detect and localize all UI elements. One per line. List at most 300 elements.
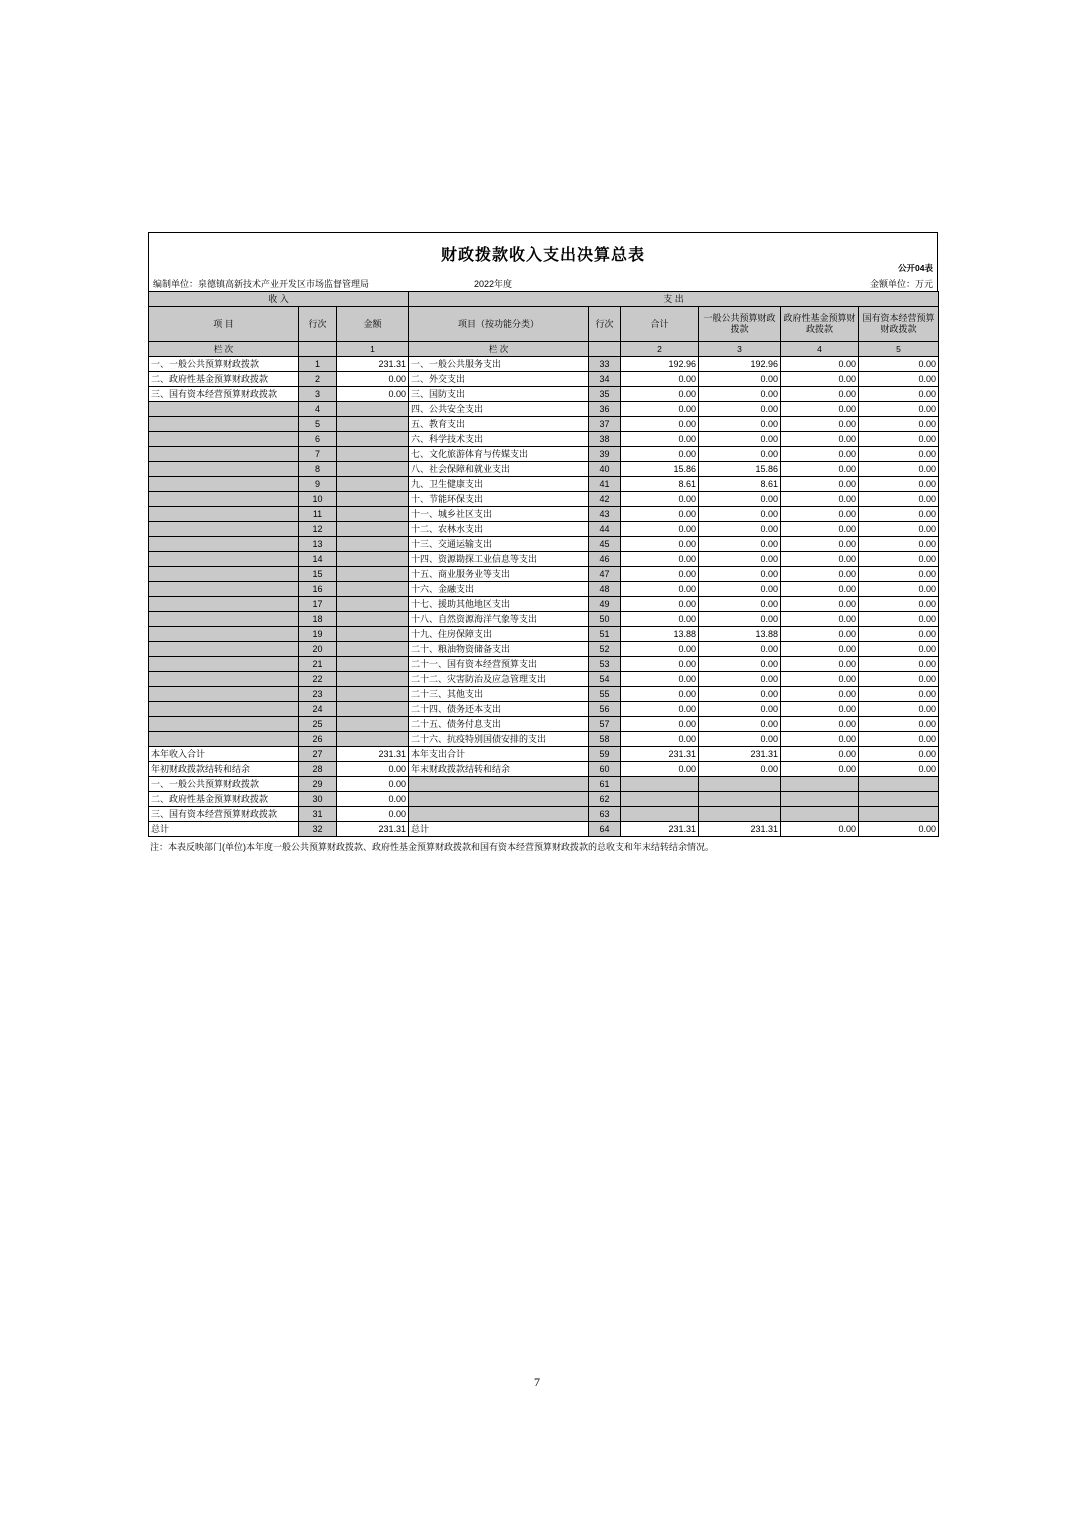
expense-line-cell: 38 xyxy=(589,432,621,447)
expense-general-cell: 0.00 xyxy=(699,507,781,522)
table-row xyxy=(149,357,939,372)
income-amount-cell xyxy=(337,612,409,627)
expense-general-cell: 0.00 xyxy=(699,642,781,657)
expense-state-cell: 0.00 xyxy=(859,387,939,402)
income-item-cell: 二、政府性基金预算财政拨款 xyxy=(149,792,299,807)
expense-line-cell: 39 xyxy=(589,447,621,462)
expense-general-cell: 8.61 xyxy=(699,477,781,492)
expense-state-cell: 0.00 xyxy=(859,732,939,747)
expense-general-cell: 0.00 xyxy=(699,567,781,582)
expense-total-cell: 192.96 xyxy=(621,357,699,372)
expense-state-cell: 0.00 xyxy=(859,492,939,507)
expense-line-cell: 45 xyxy=(589,537,621,552)
income-amount-cell: 0.00 xyxy=(337,372,409,387)
income-amount-cell xyxy=(337,582,409,597)
expense-state-cell: 0.00 xyxy=(859,657,939,672)
income-item-cell xyxy=(149,477,299,492)
income-item-cell xyxy=(149,732,299,747)
income-amount-cell xyxy=(337,432,409,447)
expense-fund-cell: 0.00 xyxy=(781,657,859,672)
expense-total-cell: 0.00 xyxy=(621,687,699,702)
income-line-header: 行次 xyxy=(299,307,337,342)
expense-fund-cell: 0.00 xyxy=(781,762,859,777)
income-item-cell: 年初财政拨款结转和结余 xyxy=(149,762,299,777)
expense-item-cell: 十六、金融支出 xyxy=(409,582,589,597)
col-5: 5 xyxy=(859,342,939,357)
income-line-cell: 24 xyxy=(299,702,337,717)
income-amount-cell: 231.31 xyxy=(337,747,409,762)
col-blank-2 xyxy=(589,342,621,357)
income-amount-cell xyxy=(337,447,409,462)
income-item-cell xyxy=(149,432,299,447)
income-line-cell: 21 xyxy=(299,657,337,672)
income-item-cell xyxy=(149,717,299,732)
expense-group-header: 支 出 xyxy=(409,292,939,307)
column-header-row xyxy=(149,307,939,342)
table-row xyxy=(149,672,939,687)
expense-fund-cell: 0.00 xyxy=(781,687,859,702)
expense-item-cell: 二十三、其他支出 xyxy=(409,687,589,702)
income-group-header: 收 入 xyxy=(149,292,409,307)
expense-item-cell: 二十四、债务还本支出 xyxy=(409,702,589,717)
expense-total-cell: 0.00 xyxy=(621,537,699,552)
income-item-cell xyxy=(149,702,299,717)
expense-line-cell: 53 xyxy=(589,657,621,672)
expense-general-cell: 0.00 xyxy=(699,582,781,597)
expense-item-cell: 六、科学技术支出 xyxy=(409,432,589,447)
expense-line-cell: 52 xyxy=(589,642,621,657)
income-amount-cell xyxy=(337,507,409,522)
income-item-cell xyxy=(149,417,299,432)
col-blank-1 xyxy=(299,342,337,357)
expense-fund-cell: 0.00 xyxy=(781,597,859,612)
expense-total-cell: 0.00 xyxy=(621,762,699,777)
expense-item-cell: 十五、商业服务业等支出 xyxy=(409,567,589,582)
expense-fund-cell: 0.00 xyxy=(781,387,859,402)
expense-item-cell: 年末财政拨款结转和结余 xyxy=(409,762,589,777)
income-line-cell: 19 xyxy=(299,627,337,642)
table-row xyxy=(149,447,939,462)
table-row xyxy=(149,372,939,387)
expense-total-cell: 0.00 xyxy=(621,612,699,627)
expense-fund-cell: 0.00 xyxy=(781,642,859,657)
expense-general-cell: 15.86 xyxy=(699,462,781,477)
expense-total-cell: 0.00 xyxy=(621,492,699,507)
income-line-cell: 13 xyxy=(299,537,337,552)
expense-general-cell: 0.00 xyxy=(699,762,781,777)
income-item-cell xyxy=(149,537,299,552)
expense-line-cell: 36 xyxy=(589,402,621,417)
expense-item-cell xyxy=(409,807,589,822)
expense-state-header: 国有资本经营预算财政拨款 xyxy=(859,307,939,342)
income-item-cell: 一、一般公共预算财政拨款 xyxy=(149,777,299,792)
expense-fund-cell: 0.00 xyxy=(781,627,859,642)
income-item-cell xyxy=(149,672,299,687)
income-amount-cell xyxy=(337,627,409,642)
income-amount-cell xyxy=(337,417,409,432)
expense-state-cell: 0.00 xyxy=(859,357,939,372)
expense-item-cell: 十三、交通运输支出 xyxy=(409,537,589,552)
fiscal-table xyxy=(148,291,939,837)
expense-item-cell: 二、外交支出 xyxy=(409,372,589,387)
table-row xyxy=(149,807,939,822)
expense-state-cell: 0.00 xyxy=(859,372,939,387)
form-code: 公开04表 xyxy=(898,263,933,273)
table-row xyxy=(149,537,939,552)
income-item-cell xyxy=(149,522,299,537)
income-amount-cell: 0.00 xyxy=(337,762,409,777)
expense-fund-cell: 0.00 xyxy=(781,447,859,462)
table-row xyxy=(149,627,939,642)
expense-item-cell: 八、社会保障和就业支出 xyxy=(409,462,589,477)
income-line-cell: 25 xyxy=(299,717,337,732)
income-line-cell: 6 xyxy=(299,432,337,447)
expense-total-cell: 0.00 xyxy=(621,372,699,387)
expense-total-cell: 0.00 xyxy=(621,672,699,687)
expense-fund-cell: 0.00 xyxy=(781,732,859,747)
table-row xyxy=(149,702,939,717)
expense-total-cell: 0.00 xyxy=(621,657,699,672)
expense-fund-cell: 0.00 xyxy=(781,357,859,372)
col-1: 1 xyxy=(337,342,409,357)
expense-fund-cell: 0.00 xyxy=(781,477,859,492)
expense-total-cell xyxy=(621,792,699,807)
expense-total-cell: 0.00 xyxy=(621,402,699,417)
income-line-cell: 12 xyxy=(299,522,337,537)
expense-fund-cell: 0.00 xyxy=(781,537,859,552)
expense-fund-cell: 0.00 xyxy=(781,702,859,717)
expense-general-cell: 192.96 xyxy=(699,357,781,372)
expense-line-cell: 62 xyxy=(589,792,621,807)
income-amount-cell xyxy=(337,702,409,717)
income-item-cell xyxy=(149,402,299,417)
expense-line-cell: 61 xyxy=(589,777,621,792)
expense-total-cell xyxy=(621,807,699,822)
income-amount-cell xyxy=(337,642,409,657)
fiscal-year: 2022年度 xyxy=(474,279,513,289)
income-line-cell: 30 xyxy=(299,792,337,807)
income-line-cell: 28 xyxy=(299,762,337,777)
table-row xyxy=(149,657,939,672)
table-row xyxy=(149,732,939,747)
expense-line-cell: 43 xyxy=(589,507,621,522)
income-item-cell: 总计 xyxy=(149,822,299,837)
expense-item-cell: 二十六、抗疫特别国债安排的支出 xyxy=(409,732,589,747)
expense-item-cell: 十八、自然资源海洋气象等支出 xyxy=(409,612,589,627)
income-line-cell: 2 xyxy=(299,372,337,387)
expense-general-cell: 0.00 xyxy=(699,597,781,612)
expense-total-cell xyxy=(621,777,699,792)
expense-general-cell: 0.00 xyxy=(699,687,781,702)
col-label-2: 栏 次 xyxy=(409,342,589,357)
expense-total-cell: 0.00 xyxy=(621,567,699,582)
expense-item-cell: 二十二、灾害防治及应急管理支出 xyxy=(409,672,589,687)
table-row xyxy=(149,777,939,792)
expense-total-cell: 0.00 xyxy=(621,642,699,657)
expense-item-cell: 二十五、债务付息支出 xyxy=(409,717,589,732)
table-row xyxy=(149,462,939,477)
expense-line-cell: 55 xyxy=(589,687,621,702)
expense-line-cell: 60 xyxy=(589,762,621,777)
expense-general-cell: 231.31 xyxy=(699,822,781,837)
expense-item-cell: 总计 xyxy=(409,822,589,837)
income-line-cell: 32 xyxy=(299,822,337,837)
income-amount-cell: 231.31 xyxy=(337,357,409,372)
income-item-cell: 本年收入合计 xyxy=(149,747,299,762)
table-row xyxy=(149,687,939,702)
expense-general-cell: 0.00 xyxy=(699,522,781,537)
income-amount-cell xyxy=(337,657,409,672)
expense-fund-cell: 0.00 xyxy=(781,432,859,447)
expense-item-cell: 十四、资源勘探工业信息等支出 xyxy=(409,552,589,567)
expense-item-cell: 五、教育支出 xyxy=(409,417,589,432)
income-line-cell: 15 xyxy=(299,567,337,582)
expense-general-cell: 0.00 xyxy=(699,702,781,717)
income-item-cell xyxy=(149,642,299,657)
column-number-row xyxy=(149,342,939,357)
income-line-cell: 10 xyxy=(299,492,337,507)
expense-fund-cell: 0.00 xyxy=(781,612,859,627)
table-row xyxy=(149,597,939,612)
income-line-cell: 27 xyxy=(299,747,337,762)
table-row xyxy=(149,642,939,657)
income-line-cell: 4 xyxy=(299,402,337,417)
expense-state-cell: 0.00 xyxy=(859,762,939,777)
expense-line-cell: 46 xyxy=(589,552,621,567)
expense-fund-cell: 0.00 xyxy=(781,462,859,477)
expense-state-cell: 0.00 xyxy=(859,507,939,522)
expense-line-cell: 47 xyxy=(589,567,621,582)
expense-total-cell: 231.31 xyxy=(621,747,699,762)
expense-line-cell: 57 xyxy=(589,717,621,732)
income-line-cell: 29 xyxy=(299,777,337,792)
income-line-cell: 8 xyxy=(299,462,337,477)
income-amount-header: 金额 xyxy=(337,307,409,342)
compiling-unit: 编制单位：泉德镇高新技术产业开发区市场监督管理局 xyxy=(153,279,370,289)
income-line-cell: 9 xyxy=(299,477,337,492)
expense-line-cell: 63 xyxy=(589,807,621,822)
expense-item-cell xyxy=(409,777,589,792)
expense-general-cell: 0.00 xyxy=(699,537,781,552)
col-4: 4 xyxy=(781,342,859,357)
page-number: 7 xyxy=(534,1375,540,1389)
expense-general-cell: 0.00 xyxy=(699,732,781,747)
income-line-cell: 11 xyxy=(299,507,337,522)
group-header-row xyxy=(149,292,939,307)
expense-general-cell: 0.00 xyxy=(699,492,781,507)
col-3: 3 xyxy=(699,342,781,357)
expense-line-cell: 49 xyxy=(589,597,621,612)
expense-line-cell: 40 xyxy=(589,462,621,477)
income-line-cell: 14 xyxy=(299,552,337,567)
expense-state-cell: 0.00 xyxy=(859,537,939,552)
table-row xyxy=(149,417,939,432)
expense-total-cell: 231.31 xyxy=(621,822,699,837)
income-amount-cell xyxy=(337,552,409,567)
income-item-cell: 一、一般公共预算财政拨款 xyxy=(149,357,299,372)
expense-general-cell: 0.00 xyxy=(699,717,781,732)
income-line-cell: 16 xyxy=(299,582,337,597)
income-amount-cell xyxy=(337,522,409,537)
income-amount-cell xyxy=(337,462,409,477)
income-item-cell xyxy=(149,582,299,597)
expense-total-cell: 15.86 xyxy=(621,462,699,477)
income-amount-cell xyxy=(337,567,409,582)
income-amount-cell xyxy=(337,687,409,702)
expense-line-cell: 37 xyxy=(589,417,621,432)
expense-state-cell: 0.00 xyxy=(859,582,939,597)
table-row xyxy=(149,612,939,627)
expense-total-cell: 0.00 xyxy=(621,552,699,567)
income-item-cell xyxy=(149,657,299,672)
income-amount-cell xyxy=(337,492,409,507)
expense-fund-cell xyxy=(781,792,859,807)
income-item-cell xyxy=(149,447,299,462)
expense-general-cell xyxy=(699,807,781,822)
expense-general-cell: 0.00 xyxy=(699,672,781,687)
table-row xyxy=(149,387,939,402)
expense-state-cell: 0.00 xyxy=(859,717,939,732)
expense-state-cell: 0.00 xyxy=(859,672,939,687)
expense-item-cell: 十二、农林水支出 xyxy=(409,522,589,537)
expense-state-cell xyxy=(859,807,939,822)
expense-total-cell: 0.00 xyxy=(621,702,699,717)
expense-total-cell: 0.00 xyxy=(621,507,699,522)
expense-item-cell: 二十、粮油物资储备支出 xyxy=(409,642,589,657)
expense-general-cell: 0.00 xyxy=(699,612,781,627)
expense-fund-cell: 0.00 xyxy=(781,672,859,687)
meta-row xyxy=(148,276,938,291)
income-amount-cell: 0.00 xyxy=(337,807,409,822)
income-item-cell xyxy=(149,462,299,477)
expense-state-cell xyxy=(859,777,939,792)
expense-fund-header: 政府性基金预算财政拨款 xyxy=(781,307,859,342)
income-line-cell: 26 xyxy=(299,732,337,747)
expense-general-cell: 0.00 xyxy=(699,657,781,672)
income-line-cell: 23 xyxy=(299,687,337,702)
expense-item-cell: 十七、援助其他地区支出 xyxy=(409,597,589,612)
expense-general-cell xyxy=(699,777,781,792)
form-code-row xyxy=(148,261,938,276)
expense-item-cell xyxy=(409,792,589,807)
expense-total-cell: 0.00 xyxy=(621,597,699,612)
expense-line-cell: 54 xyxy=(589,672,621,687)
expense-fund-cell: 0.00 xyxy=(781,402,859,417)
table-row xyxy=(149,792,939,807)
expense-line-cell: 33 xyxy=(589,357,621,372)
income-line-cell: 22 xyxy=(299,672,337,687)
expense-line-cell: 44 xyxy=(589,522,621,537)
income-line-cell: 20 xyxy=(299,642,337,657)
expense-line-cell: 35 xyxy=(589,387,621,402)
income-item-cell xyxy=(149,492,299,507)
expense-total-cell: 0.00 xyxy=(621,717,699,732)
expense-line-cell: 48 xyxy=(589,582,621,597)
expense-line-cell: 56 xyxy=(589,702,621,717)
expense-state-cell: 0.00 xyxy=(859,402,939,417)
expense-fund-cell: 0.00 xyxy=(781,507,859,522)
expense-general-cell: 0.00 xyxy=(699,447,781,462)
expense-general-cell: 0.00 xyxy=(699,552,781,567)
table-row xyxy=(149,432,939,447)
expense-fund-cell: 0.00 xyxy=(781,717,859,732)
expense-line-cell: 41 xyxy=(589,477,621,492)
table-row xyxy=(149,402,939,417)
expense-state-cell: 0.00 xyxy=(859,612,939,627)
income-line-cell: 5 xyxy=(299,417,337,432)
expense-item-cell: 九、卫生健康支出 xyxy=(409,477,589,492)
expense-item-cell: 十、节能环保支出 xyxy=(409,492,589,507)
expense-total-cell: 0.00 xyxy=(621,387,699,402)
expense-general-cell: 0.00 xyxy=(699,402,781,417)
expense-fund-cell: 0.00 xyxy=(781,747,859,762)
table-row xyxy=(149,477,939,492)
amount-unit: 金额单位：万元 xyxy=(869,279,933,289)
income-amount-cell xyxy=(337,477,409,492)
table-row xyxy=(149,822,939,837)
expense-item-cell: 十一、城乡社区支出 xyxy=(409,507,589,522)
income-line-cell: 1 xyxy=(299,357,337,372)
expense-fund-cell: 0.00 xyxy=(781,552,859,567)
expense-item-cell: 三、国防支出 xyxy=(409,387,589,402)
income-amount-cell: 231.31 xyxy=(337,822,409,837)
income-amount-cell: 0.00 xyxy=(337,777,409,792)
expense-state-cell: 0.00 xyxy=(859,552,939,567)
expense-line-header: 行次 xyxy=(589,307,621,342)
income-item-cell xyxy=(149,507,299,522)
income-amount-cell: 0.00 xyxy=(337,792,409,807)
table-row xyxy=(149,522,939,537)
expense-general-cell: 0.00 xyxy=(699,372,781,387)
budget-sheet xyxy=(148,232,938,853)
expense-state-cell: 0.00 xyxy=(859,642,939,657)
expense-state-cell: 0.00 xyxy=(859,522,939,537)
income-item-cell xyxy=(149,687,299,702)
income-item-cell: 三、国有资本经营预算财政拨款 xyxy=(149,387,299,402)
expense-fund-cell: 0.00 xyxy=(781,582,859,597)
page-title: 财政拨款收入支出决算总表 xyxy=(440,245,645,264)
expense-fund-cell xyxy=(781,777,859,792)
expense-item-cell: 十九、住房保障支出 xyxy=(409,627,589,642)
expense-state-cell: 0.00 xyxy=(859,822,939,837)
income-amount-cell xyxy=(337,402,409,417)
expense-total-cell: 13.88 xyxy=(621,627,699,642)
expense-state-cell: 0.00 xyxy=(859,702,939,717)
income-amount-cell xyxy=(337,732,409,747)
income-line-cell: 3 xyxy=(299,387,337,402)
income-line-cell: 7 xyxy=(299,447,337,462)
income-item-cell xyxy=(149,567,299,582)
expense-line-cell: 51 xyxy=(589,627,621,642)
expense-state-cell: 0.00 xyxy=(859,687,939,702)
table-row xyxy=(149,492,939,507)
income-amount-cell xyxy=(337,717,409,732)
table-note: 注：本表反映部门(单位)本年度一般公共预算财政拨款、政府性基金预算财政拨款和国有资本经营预算财政拨款的总收支和年末结转结余情况。 xyxy=(150,842,714,852)
income-item-cell xyxy=(149,612,299,627)
expense-fund-cell: 0.00 xyxy=(781,567,859,582)
expense-state-cell: 0.00 xyxy=(859,432,939,447)
expense-total-cell: 8.61 xyxy=(621,477,699,492)
expense-state-cell: 0.00 xyxy=(859,567,939,582)
expense-item-cell: 七、文化旅游体育与传媒支出 xyxy=(409,447,589,462)
table-row xyxy=(149,717,939,732)
expense-total-header: 合计 xyxy=(621,307,699,342)
income-item-cell: 三、国有资本经营预算财政拨款 xyxy=(149,807,299,822)
col-2: 2 xyxy=(621,342,699,357)
income-item-header: 项 目 xyxy=(149,307,299,342)
expense-state-cell xyxy=(859,792,939,807)
expense-state-cell: 0.00 xyxy=(859,462,939,477)
